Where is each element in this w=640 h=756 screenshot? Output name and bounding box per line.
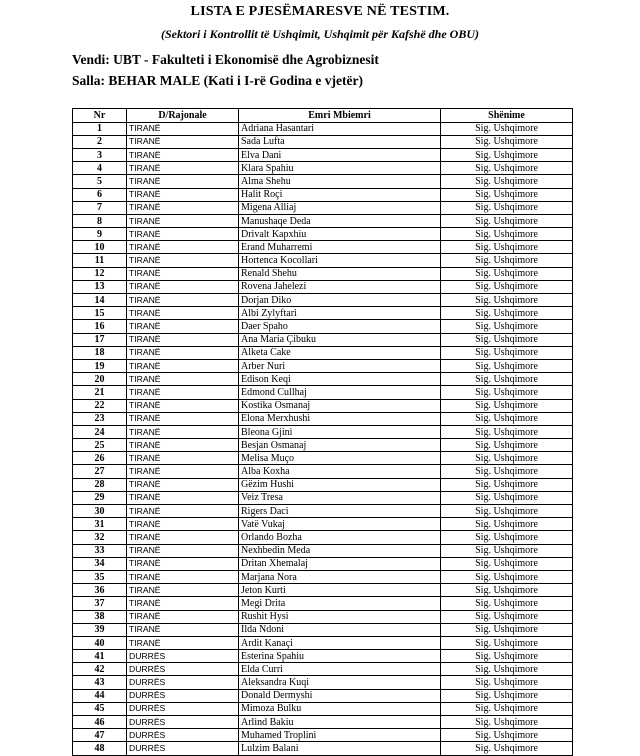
table-row xyxy=(73,280,573,293)
regional-directorate: DURRËS xyxy=(127,716,239,729)
full-name: Aleksandra Kuqi xyxy=(239,676,441,689)
full-name: Veiz Tresa xyxy=(239,491,441,504)
full-name: Melisa Muço xyxy=(239,452,441,465)
regional-directorate: TIRANË xyxy=(127,148,239,161)
regional-directorate: DURRËS xyxy=(127,676,239,689)
regional-directorate: TIRANË xyxy=(127,267,239,280)
table-row xyxy=(73,412,573,425)
table-row xyxy=(73,254,573,267)
full-name: Jeton Kurti xyxy=(239,584,441,597)
note: Sig. Ushqimore xyxy=(441,676,573,689)
full-name: Edison Keqi xyxy=(239,373,441,386)
table-row xyxy=(73,359,573,372)
note: Sig. Ushqimore xyxy=(441,148,573,161)
full-name: Rigers Daci xyxy=(239,505,441,518)
row-number: 23 xyxy=(73,412,127,425)
note: Sig. Ushqimore xyxy=(441,359,573,372)
row-number: 26 xyxy=(73,452,127,465)
page-subtitle: (Sektori i Kontrollit të Ushqimit, Ushqimit për Kafshë dhe OBU) xyxy=(160,27,480,41)
row-number: 2 xyxy=(73,135,127,148)
table-row xyxy=(73,386,573,399)
column-header-shenime: Shënime xyxy=(441,109,573,123)
column-header-rajonale: D/Rajonale xyxy=(127,109,239,123)
row-number: 25 xyxy=(73,439,127,452)
regional-directorate: TIRANË xyxy=(127,122,239,135)
table-row xyxy=(73,175,573,188)
table-row xyxy=(73,465,573,478)
row-number: 34 xyxy=(73,557,127,570)
row-number: 18 xyxy=(73,346,127,359)
full-name: Lulzim Balani xyxy=(239,742,441,755)
row-number: 16 xyxy=(73,320,127,333)
full-name: Halit Roçi xyxy=(239,188,441,201)
column-header-nr: Nr xyxy=(73,109,127,123)
regional-directorate: TIRANË xyxy=(127,584,239,597)
row-number: 28 xyxy=(73,478,127,491)
row-number: 40 xyxy=(73,636,127,649)
full-name: Kostika Osmanaj xyxy=(239,399,441,412)
row-number: 7 xyxy=(73,201,127,214)
note: Sig. Ushqimore xyxy=(441,570,573,583)
full-name: Erand Muharremi xyxy=(239,241,441,254)
column-header-emri: Emri Mbiemri xyxy=(239,109,441,123)
note: Sig. Ushqimore xyxy=(441,636,573,649)
full-name: Elva Dani xyxy=(239,148,441,161)
row-number: 27 xyxy=(73,465,127,478)
full-name: Albi Zylyftari xyxy=(239,307,441,320)
regional-directorate: TIRANË xyxy=(127,439,239,452)
note: Sig. Ushqimore xyxy=(441,439,573,452)
note: Sig. Ushqimore xyxy=(441,320,573,333)
table-row xyxy=(73,201,573,214)
note: Sig. Ushqimore xyxy=(441,452,573,465)
table-row xyxy=(73,597,573,610)
full-name: Muhamed Troplini xyxy=(239,729,441,742)
full-name: Alba Koxha xyxy=(239,465,441,478)
full-name: Adriana Hasantari xyxy=(239,122,441,135)
row-number: 24 xyxy=(73,425,127,438)
row-number: 41 xyxy=(73,650,127,663)
regional-directorate: TIRANË xyxy=(127,610,239,623)
full-name: Daer Spaho xyxy=(239,320,441,333)
row-number: 45 xyxy=(73,702,127,715)
full-name: Ana Maria Çibuku xyxy=(239,333,441,346)
row-number: 14 xyxy=(73,294,127,307)
table-row xyxy=(73,122,573,135)
table-row xyxy=(73,439,573,452)
regional-directorate: DURRËS xyxy=(127,689,239,702)
full-name: Arber Nuri xyxy=(239,359,441,372)
table-row xyxy=(73,188,573,201)
note: Sig. Ushqimore xyxy=(441,254,573,267)
note: Sig. Ushqimore xyxy=(441,346,573,359)
regional-directorate: TIRANË xyxy=(127,294,239,307)
note: Sig. Ushqimore xyxy=(441,267,573,280)
row-number: 38 xyxy=(73,610,127,623)
note: Sig. Ushqimore xyxy=(441,412,573,425)
full-name: Elda Curri xyxy=(239,663,441,676)
full-name: Ilda Ndoni xyxy=(239,623,441,636)
row-number: 11 xyxy=(73,254,127,267)
table-row xyxy=(73,148,573,161)
full-name: Dritan Xhemalaj xyxy=(239,557,441,570)
row-number: 21 xyxy=(73,386,127,399)
note: Sig. Ushqimore xyxy=(441,742,573,755)
table-row xyxy=(73,214,573,227)
row-number: 46 xyxy=(73,716,127,729)
table-header-row xyxy=(73,109,573,123)
row-number: 30 xyxy=(73,505,127,518)
regional-directorate: TIRANË xyxy=(127,320,239,333)
table-row xyxy=(73,241,573,254)
regional-directorate: TIRANË xyxy=(127,505,239,518)
note: Sig. Ushqimore xyxy=(441,505,573,518)
table-row xyxy=(73,610,573,623)
full-name: Mimoza Bulku xyxy=(239,702,441,715)
table-row xyxy=(73,663,573,676)
regional-directorate: TIRANË xyxy=(127,359,239,372)
regional-directorate: DURRËS xyxy=(127,650,239,663)
full-name: Elona Merxhushi xyxy=(239,412,441,425)
row-number: 35 xyxy=(73,570,127,583)
full-name: Gëzim Hushi xyxy=(239,478,441,491)
row-number: 17 xyxy=(73,333,127,346)
table-row xyxy=(73,491,573,504)
full-name: Alma Shehu xyxy=(239,175,441,188)
table-row xyxy=(73,294,573,307)
note: Sig. Ushqimore xyxy=(441,122,573,135)
regional-directorate: TIRANË xyxy=(127,135,239,148)
full-name: Drivalt Kapxhiu xyxy=(239,228,441,241)
regional-directorate: TIRANË xyxy=(127,570,239,583)
regional-directorate: TIRANË xyxy=(127,175,239,188)
note: Sig. Ushqimore xyxy=(441,214,573,227)
full-name: Megi Drita xyxy=(239,597,441,610)
regional-directorate: TIRANË xyxy=(127,478,239,491)
row-number: 19 xyxy=(73,359,127,372)
row-number: 6 xyxy=(73,188,127,201)
regional-directorate: TIRANË xyxy=(127,399,239,412)
regional-directorate: TIRANË xyxy=(127,373,239,386)
note: Sig. Ushqimore xyxy=(441,491,573,504)
regional-directorate: DURRËS xyxy=(127,702,239,715)
full-name: Esterina Spahiu xyxy=(239,650,441,663)
regional-directorate: TIRANË xyxy=(127,254,239,267)
regional-directorate: TIRANË xyxy=(127,452,239,465)
row-number: 31 xyxy=(73,518,127,531)
regional-directorate: TIRANË xyxy=(127,201,239,214)
note: Sig. Ushqimore xyxy=(441,307,573,320)
note: Sig. Ushqimore xyxy=(441,228,573,241)
note: Sig. Ushqimore xyxy=(441,597,573,610)
row-number: 10 xyxy=(73,241,127,254)
table-row xyxy=(73,320,573,333)
table-row xyxy=(73,518,573,531)
regional-directorate: TIRANË xyxy=(127,412,239,425)
row-number: 32 xyxy=(73,531,127,544)
regional-directorate: DURRËS xyxy=(127,729,239,742)
regional-directorate: DURRËS xyxy=(127,663,239,676)
row-number: 37 xyxy=(73,597,127,610)
note: Sig. Ushqimore xyxy=(441,623,573,636)
row-number: 1 xyxy=(73,122,127,135)
full-name: Donald Dermyshi xyxy=(239,689,441,702)
full-name: Rovena Jahelezi xyxy=(239,280,441,293)
note: Sig. Ushqimore xyxy=(441,584,573,597)
row-number: 48 xyxy=(73,742,127,755)
note: Sig. Ushqimore xyxy=(441,373,573,386)
row-number: 12 xyxy=(73,267,127,280)
table-row xyxy=(73,267,573,280)
regional-directorate: TIRANË xyxy=(127,623,239,636)
note: Sig. Ushqimore xyxy=(441,663,573,676)
regional-directorate: TIRANË xyxy=(127,162,239,175)
note: Sig. Ushqimore xyxy=(441,294,573,307)
row-number: 13 xyxy=(73,280,127,293)
full-name: Vatë Vukaj xyxy=(239,518,441,531)
full-name: Edmond Cullhaj xyxy=(239,386,441,399)
note: Sig. Ushqimore xyxy=(441,188,573,201)
venue-line: Vendi: UBT - Fakulteti i Ekonomisë dhe Agrobiznesit xyxy=(72,52,379,67)
regional-directorate: TIRANË xyxy=(127,491,239,504)
full-name: Rushit Hysi xyxy=(239,610,441,623)
regional-directorate: TIRANË xyxy=(127,425,239,438)
note: Sig. Ushqimore xyxy=(441,386,573,399)
table-row xyxy=(73,636,573,649)
note: Sig. Ushqimore xyxy=(441,135,573,148)
row-number: 29 xyxy=(73,491,127,504)
regional-directorate: TIRANË xyxy=(127,557,239,570)
note: Sig. Ushqimore xyxy=(441,425,573,438)
participants-table xyxy=(72,108,573,756)
regional-directorate: TIRANË xyxy=(127,544,239,557)
table-row xyxy=(73,557,573,570)
row-number: 44 xyxy=(73,689,127,702)
table-row xyxy=(73,742,573,755)
full-name: Bleona Gjini xyxy=(239,425,441,438)
note: Sig. Ushqimore xyxy=(441,650,573,663)
table-body xyxy=(73,122,573,755)
table-row xyxy=(73,702,573,715)
table-row xyxy=(73,307,573,320)
row-number: 39 xyxy=(73,623,127,636)
table-row xyxy=(73,228,573,241)
regional-directorate: TIRANË xyxy=(127,465,239,478)
regional-directorate: TIRANË xyxy=(127,518,239,531)
full-name: Migena Alliaj xyxy=(239,201,441,214)
note: Sig. Ushqimore xyxy=(441,201,573,214)
table-row xyxy=(73,623,573,636)
table-row xyxy=(73,346,573,359)
note: Sig. Ushqimore xyxy=(441,557,573,570)
note: Sig. Ushqimore xyxy=(441,175,573,188)
regional-directorate: TIRANË xyxy=(127,241,239,254)
note: Sig. Ushqimore xyxy=(441,465,573,478)
table-row xyxy=(73,544,573,557)
full-name: Arlind Bakiu xyxy=(239,716,441,729)
full-name: Marjana Nora xyxy=(239,570,441,583)
row-number: 43 xyxy=(73,676,127,689)
row-number: 4 xyxy=(73,162,127,175)
note: Sig. Ushqimore xyxy=(441,478,573,491)
table-row xyxy=(73,399,573,412)
table-row xyxy=(73,676,573,689)
regional-directorate: TIRANË xyxy=(127,228,239,241)
note: Sig. Ushqimore xyxy=(441,544,573,557)
table-row xyxy=(73,135,573,148)
table-row xyxy=(73,333,573,346)
row-number: 33 xyxy=(73,544,127,557)
note: Sig. Ushqimore xyxy=(441,610,573,623)
note: Sig. Ushqimore xyxy=(441,241,573,254)
note: Sig. Ushqimore xyxy=(441,702,573,715)
table-row xyxy=(73,162,573,175)
table-row xyxy=(73,505,573,518)
full-name: Dorjan Diko xyxy=(239,294,441,307)
full-name: Klara Spahiu xyxy=(239,162,441,175)
note: Sig. Ushqimore xyxy=(441,333,573,346)
row-number: 42 xyxy=(73,663,127,676)
table-row xyxy=(73,531,573,544)
regional-directorate: TIRANË xyxy=(127,188,239,201)
row-number: 20 xyxy=(73,373,127,386)
full-name: Alketa Cake xyxy=(239,346,441,359)
full-name: Orlando Bozha xyxy=(239,531,441,544)
full-name: Ardit Kanaçi xyxy=(239,636,441,649)
regional-directorate: TIRANË xyxy=(127,597,239,610)
full-name: Nexhbedin Meda xyxy=(239,544,441,557)
table-row xyxy=(73,452,573,465)
table-row xyxy=(73,689,573,702)
row-number: 15 xyxy=(73,307,127,320)
row-number: 5 xyxy=(73,175,127,188)
regional-directorate: DURRËS xyxy=(127,742,239,755)
table-row xyxy=(73,716,573,729)
full-name: Sada Lufta xyxy=(239,135,441,148)
room-line: Salla: BEHAR MALE (Kati i I-rë Godina e vjetër) xyxy=(72,73,363,88)
regional-directorate: TIRANË xyxy=(127,280,239,293)
regional-directorate: TIRANË xyxy=(127,636,239,649)
table-row xyxy=(73,478,573,491)
row-number: 8 xyxy=(73,214,127,227)
regional-directorate: TIRANË xyxy=(127,531,239,544)
regional-directorate: TIRANË xyxy=(127,214,239,227)
note: Sig. Ushqimore xyxy=(441,689,573,702)
row-number: 9 xyxy=(73,228,127,241)
full-name: Renald Shehu xyxy=(239,267,441,280)
regional-directorate: TIRANË xyxy=(127,333,239,346)
table-row xyxy=(73,570,573,583)
row-number: 36 xyxy=(73,584,127,597)
full-name: Hortenca Kocollari xyxy=(239,254,441,267)
note: Sig. Ushqimore xyxy=(441,729,573,742)
regional-directorate: TIRANË xyxy=(127,307,239,320)
regional-directorate: TIRANË xyxy=(127,386,239,399)
table-row xyxy=(73,373,573,386)
note: Sig. Ushqimore xyxy=(441,280,573,293)
table-row xyxy=(73,729,573,742)
row-number: 22 xyxy=(73,399,127,412)
page-title: LISTA E PJESËMARESVE NË TESTIM. xyxy=(190,4,450,19)
table-row xyxy=(73,650,573,663)
table-row xyxy=(73,425,573,438)
full-name: Manushaqe Deda xyxy=(239,214,441,227)
row-number: 3 xyxy=(73,148,127,161)
note: Sig. Ushqimore xyxy=(441,399,573,412)
row-number: 47 xyxy=(73,729,127,742)
note: Sig. Ushqimore xyxy=(441,518,573,531)
table-row xyxy=(73,584,573,597)
full-name: Besjan Osmanaj xyxy=(239,439,441,452)
regional-directorate: TIRANË xyxy=(127,346,239,359)
note: Sig. Ushqimore xyxy=(441,716,573,729)
note: Sig. Ushqimore xyxy=(441,162,573,175)
note: Sig. Ushqimore xyxy=(441,531,573,544)
